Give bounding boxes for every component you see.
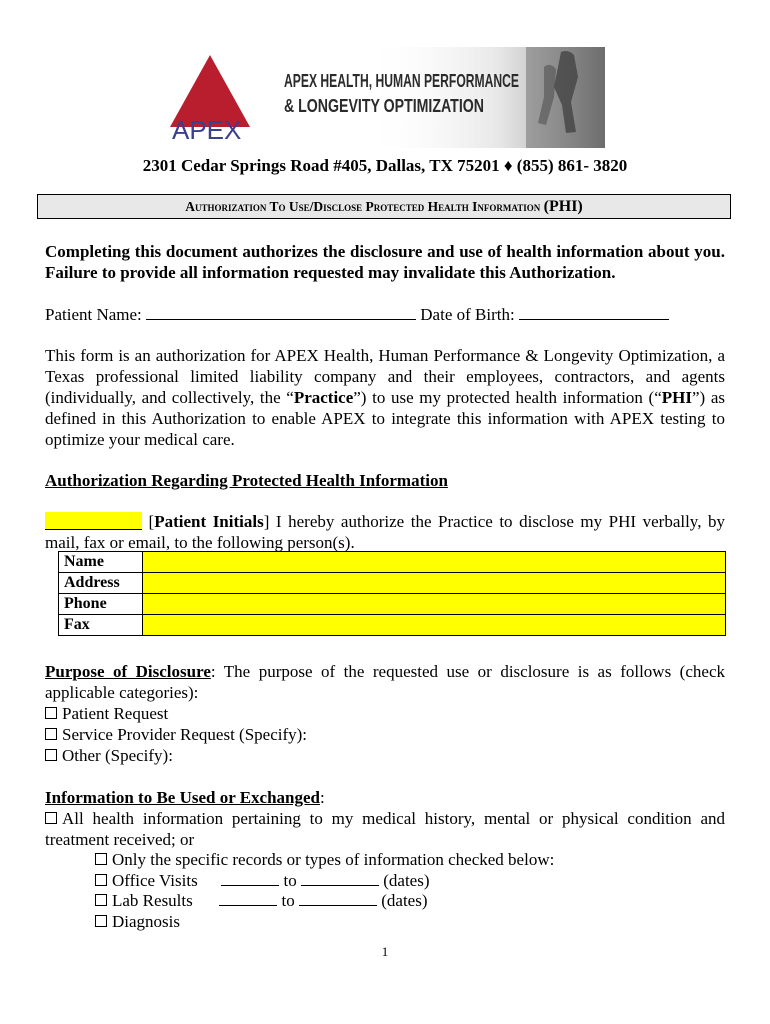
diagnosis-option[interactable] <box>95 911 180 932</box>
purpose-option-other[interactable] <box>45 745 173 766</box>
specific-records-label: Only the specific records or types of information checked below: <box>112 850 555 869</box>
lab-results-option[interactable] <box>95 890 428 911</box>
practice-phone: (855) 861- 3820 <box>516 156 628 175</box>
checkbox-all-health-info[interactable] <box>45 812 57 824</box>
description-text-3: ”) as defined in this Authorization to enable APEX to integrate this information with APEX testing to optimize your medical care. <box>45 388 726 449</box>
office-visits-label: Office Visits <box>112 871 198 890</box>
option-label: Service Provider Request (Specify): <box>62 725 308 744</box>
checkbox-office-visits[interactable] <box>95 874 107 886</box>
office-visits-to-date[interactable] <box>301 871 379 886</box>
apex-brand-text: APEX <box>172 115 242 145</box>
checkbox-lab-results[interactable] <box>95 894 107 906</box>
table-row <box>59 573 726 594</box>
checkbox-service-provider[interactable] <box>45 728 57 740</box>
patient-initials-label: Patient Initials <box>154 512 264 531</box>
svg-text:APEX HEALTH, HUMAN PERFORMANCE: APEX HEALTH, HUMAN PERFORMANCE <box>284 71 519 91</box>
recipient-name-field[interactable] <box>143 552 726 573</box>
diamond-separator-icon: ♦ <box>503 156 513 175</box>
intro-statement: Completing this document authorizes the disclosure and use of health information about you. Failure to provide all information requested may invalidate this Authorization. <box>45 242 725 282</box>
practice-address-line <box>0 156 770 176</box>
form-title-abbr: (PHI) <box>543 198 583 215</box>
recipient-table <box>58 551 726 636</box>
recipient-address-label: Address <box>59 573 143 594</box>
information-heading-row <box>45 787 325 808</box>
recipient-fax-label: Fax <box>59 615 143 636</box>
form-title-main: Authorization To Use/Disclose Protected Health Information <box>185 199 541 214</box>
purpose-paragraph <box>45 661 725 703</box>
recipient-name-label: Name <box>59 552 143 573</box>
patient-name-label: Patient Name: <box>45 305 142 324</box>
apex-logo <box>166 47 605 148</box>
checkbox-other[interactable] <box>45 749 57 761</box>
checkbox-diagnosis[interactable] <box>95 915 107 927</box>
apex-logo-graphic <box>166 47 605 148</box>
table-row <box>59 615 726 636</box>
office-visits-option[interactable] <box>95 870 430 891</box>
lab-results-label: Lab Results <box>112 891 193 910</box>
information-heading: Information to Be Used or Exchanged <box>45 788 320 807</box>
description-text-1: This form is an authorization for APEX Health, Human Performance & Longevity Optimization, a Texas professional limited liability company and their employees, contractors, and agents (individually, and collectively, the “ <box>45 346 725 407</box>
dob-field[interactable] <box>519 305 669 320</box>
authorization-description <box>45 345 725 450</box>
table-row <box>59 594 726 615</box>
bracket-open: [ <box>148 512 155 531</box>
checkbox-patient-request[interactable] <box>45 707 57 719</box>
diagnosis-label: Diagnosis <box>112 912 180 931</box>
svg-text:& LONGEVITY OPTIMIZATION: & LONGEVITY OPTIMIZATION <box>284 96 484 116</box>
purpose-text: : The purpose of the requested use or disclosure is as follows (check applicable categories): <box>45 662 725 702</box>
disclosure-statement: I hereby authorize the Practice to disclose my PHI verbally, by mail, fax or email, to the following person(s). <box>45 512 726 552</box>
specific-records-option[interactable] <box>95 849 554 870</box>
phi-term: PHI <box>661 388 692 407</box>
practice-address: 2301 Cedar Springs Road #405, Dallas, TX 75201 <box>142 156 500 175</box>
bracket-close: ] <box>263 512 270 531</box>
heading-colon: : <box>320 788 325 807</box>
purpose-option-patient-request[interactable] <box>45 703 168 724</box>
recipient-phone-label: Phone <box>59 594 143 615</box>
dates-label: (dates) <box>381 891 428 910</box>
office-visits-from-date[interactable] <box>221 871 279 886</box>
purpose-option-service-provider[interactable] <box>45 724 307 745</box>
page-number: 1 <box>381 944 389 959</box>
initials-statement <box>45 511 725 553</box>
recipient-fax-field[interactable] <box>143 615 726 636</box>
patient-initials-field[interactable] <box>45 512 142 530</box>
patient-name-field[interactable] <box>146 305 416 320</box>
lab-results-from-date[interactable] <box>219 891 277 906</box>
dob-label: Date of Birth: <box>420 305 515 324</box>
to-label: to <box>281 891 295 910</box>
description-text-2: ”) to use my protected health information (“ <box>353 388 662 407</box>
to-label: to <box>283 871 297 890</box>
recipient-address-field[interactable] <box>143 573 726 594</box>
all-info-label: All health information pertaining to my medical history, mental or physical condition and treatment received; or <box>45 809 725 849</box>
authorization-heading: Authorization Regarding Protected Health Information <box>45 471 448 490</box>
form-title <box>37 194 731 219</box>
patient-info-row <box>45 304 669 325</box>
purpose-heading: Purpose of Disclosure <box>45 662 211 681</box>
option-label: Patient Request <box>62 704 169 723</box>
checkbox-specific-records[interactable] <box>95 853 107 865</box>
lab-results-to-date[interactable] <box>299 891 377 906</box>
recipient-phone-field[interactable] <box>143 594 726 615</box>
table-row <box>59 552 726 573</box>
all-info-option[interactable] <box>45 808 725 850</box>
practice-term: Practice <box>293 388 354 407</box>
dates-label: (dates) <box>383 871 430 890</box>
option-label: Other (Specify): <box>62 746 173 765</box>
